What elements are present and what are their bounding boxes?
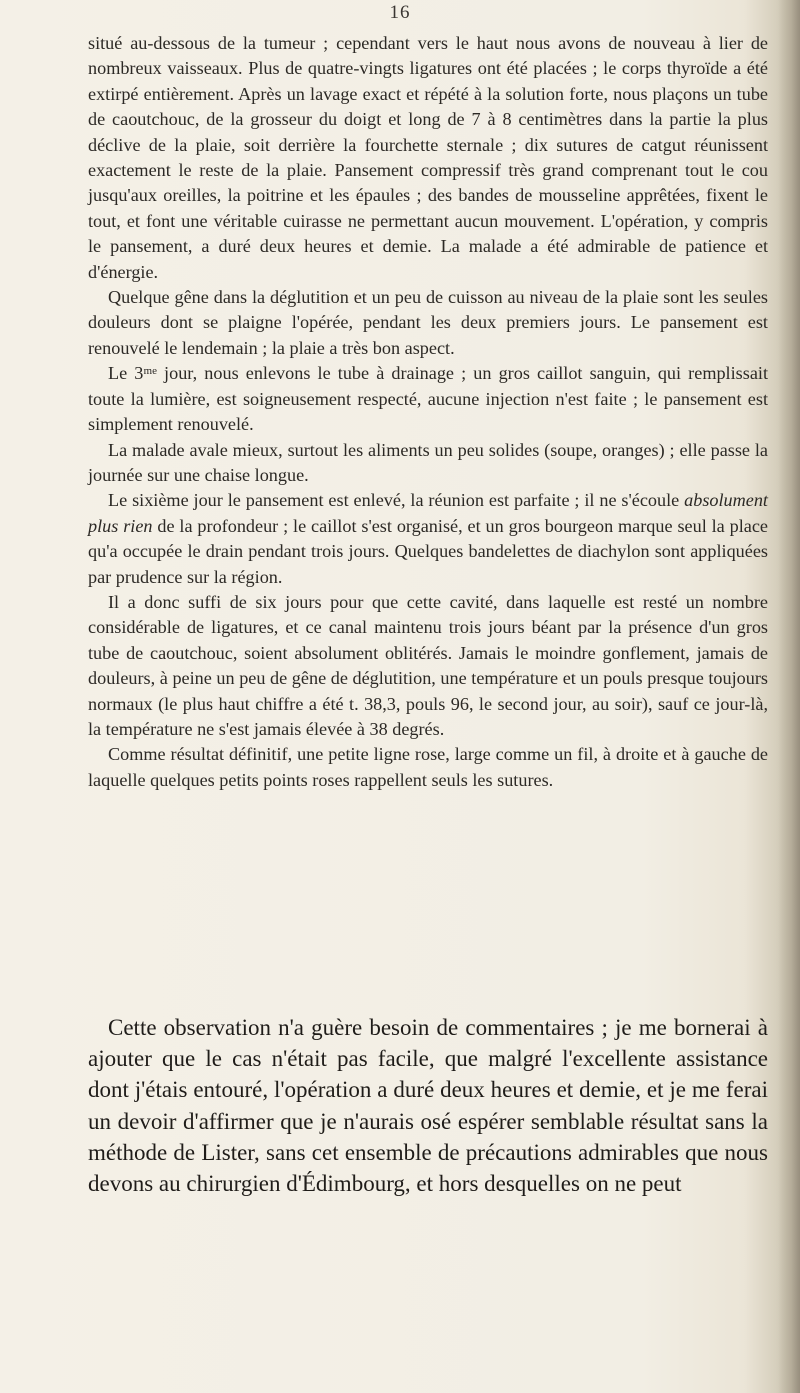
paragraph: [88, 742, 768, 793]
text-run: Le 3ᵐᵉ jour, nous enlevons le tube à drainage ; un gros caillot sanguin, qui remplissait toute la lumière, est soigneusement respecté, aucune injection n'est faite ; le pansement est simplement renouvelé.: [88, 363, 768, 435]
page-edge-shadow: [778, 0, 800, 1393]
text-run: situé au-dessous de la tumeur ; cependant vers le haut nous avons de nouveau à lier de nombreux vaisseaux. Plus de quatre-vingts ligatures ont été placées ; le corps thyroïde a été extirpé entièrement. Après un lavage exact et répété à la solution forte, nous plaçons un tube de caoutchouc, de la grosseur du doigt et long de 7 à 8 centimètres dans la partie la plus déclive de la plaie, soit derrière la fourchette sternale ; dix sutures de catgut réunissent exactement le reste de la plaie. Pansement compressif très grand comprenant tout le cou jusqu'aux oreilles, la poitrine et les épaules ; des bandes de mousseline apprêtées, fixent le tout, et font une véritable cuirasse ne permettant aucun mouvement. L'opération, y compris le pansement, a duré deux heures et demie. La malade a été admirable de patience et d'énergie.: [88, 33, 768, 282]
paragraph: [88, 361, 768, 437]
paragraph: [88, 438, 768, 489]
closing-text: Cette observation n'a guère besoin de commentaires ; je me bornerai à ajouter que le cas n'était pas facile, que malgré l'excellente assistance dont j'étais entouré, l'opération a duré deux heures et demie, et je me ferai un devoir d'affirmer que je n'aurais osé espérer semblable résultat sans la méthode de Lister, sans cet ensemble de précautions admirables que nous devons au chirurgien d'Édimbourg, et hors desquelles on ne peut: [88, 1015, 768, 1197]
paragraph: [88, 590, 768, 742]
body-text: [88, 31, 768, 793]
paragraph: [88, 285, 768, 361]
paragraph: [88, 488, 768, 590]
text-run: Il a donc suffi de six jours pour que cette cavité, dans laquelle est resté un nombre considérable de ligatures, et ce canal maintenu trois jours béant par la présence d'un gros tube de caoutchouc, soient absolument oblitérés. Jamais le moindre gonflement, jamais de douleurs, à peine un peu de gêne de déglutition, une température et un pouls presque toujours normaux (le plus haut chiffre a été t. 38,3, pouls 96, le second jour, au soir), sauf ce jour-là, la température ne s'est jamais élevée à 38 degrés.: [88, 591, 768, 739]
text-run: Le sixième jour le pansement est enlevé, la réunion est parfaite ; il ne s'écoule: [108, 490, 685, 511]
closing-paragraph: [88, 1012, 768, 1199]
paragraph: [88, 31, 768, 285]
text-run: Quelque gêne dans la déglutition et un peu de cuisson au niveau de la plaie sont les seules douleurs dont se plaigne l'opérée, pendant les deux premiers jours. Le pansement est renouvelé le lendemain ; la plaie a très bon aspect.: [88, 287, 768, 358]
text-run: de la profondeur ; le caillot s'est organisé, et un gros bourgeon marque seul la place qu'a occupée le drain pendant trois jours. Quelques bandelettes de diachylon sont appliquées par prudence sur la région.: [88, 515, 768, 587]
text-run: Comme résultat définitif, une petite ligne rose, large comme un fil, à droite et à gauche de laquelle quelques petits points roses rappellent seuls les sutures.: [88, 744, 768, 790]
text-run: La malade avale mieux, surtout les aliments un peu solides (soupe, oranges) ; elle passe la journée sur une chaise longue.: [88, 439, 768, 485]
italic-emphasis: absolument plus rien: [88, 490, 768, 536]
page-number: 16: [389, 2, 411, 23]
